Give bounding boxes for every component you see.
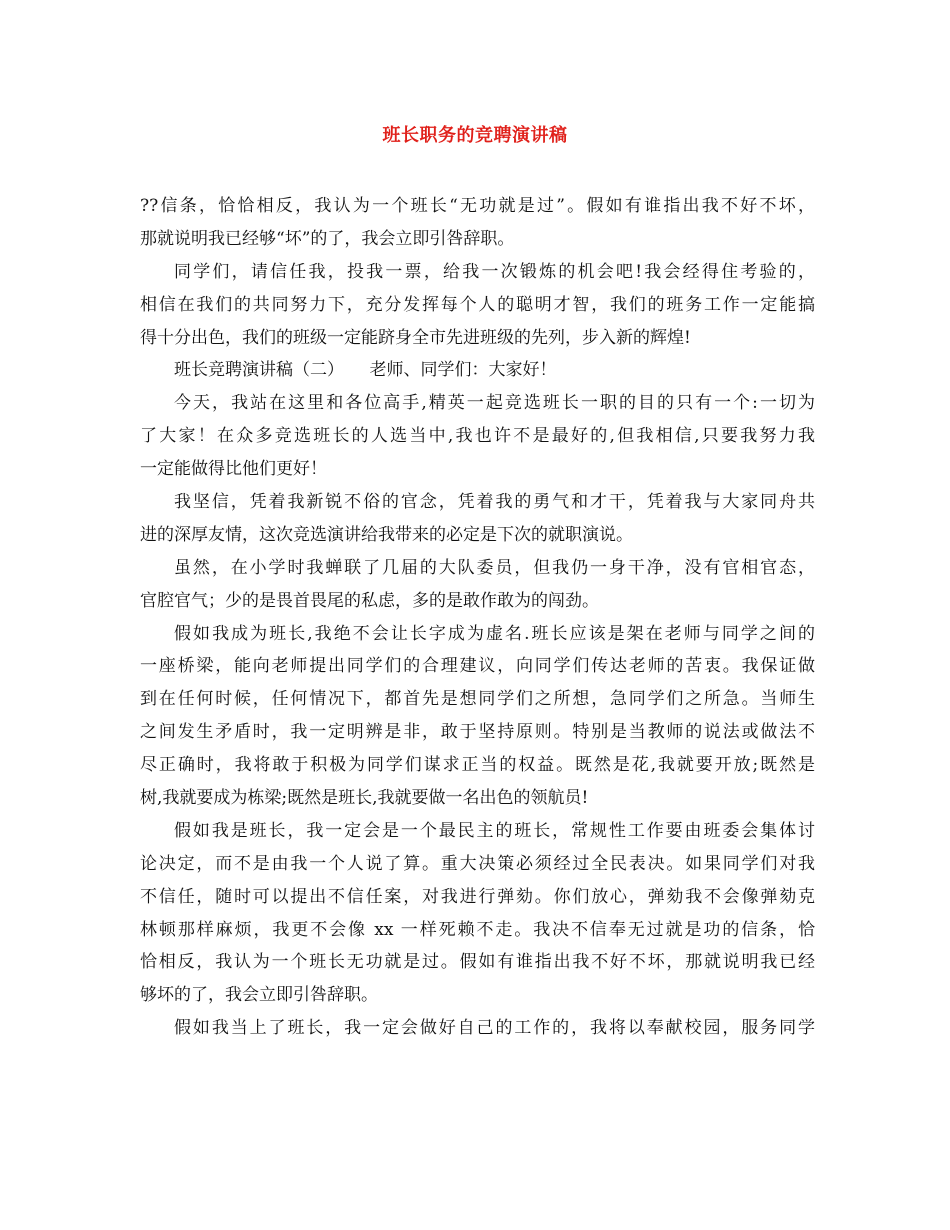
text-line: 假如我是班长，我一定会是一个最民主的班长，常规性工作要由班委会集体讨: [174, 820, 815, 841]
text-line: 树,我就要成为栋梁;既然是班长,我就要做一名出色的领航员!: [140, 788, 589, 809]
text-line: 一座桥梁，能向老师提出同学们的合理建议，向同学们传达老师的苦衷。我保证做: [140, 656, 815, 677]
text-line: ??信条，恰恰相反，我认为一个班长“无功就是过”。假如有谁指出我不好不坏，: [140, 196, 815, 216]
text-line: 假如我当上了班长，我一定会做好自己的工作的，我将以奉献校园，服务同学: [174, 1018, 815, 1039]
document-title: 班长职务的竞聘演讲稿: [382, 125, 568, 146]
text-line: 同学们，请信任我，投我一票，给我一次锻炼的机会吧!我会经得住考验的，: [174, 261, 815, 282]
text-line: 虽然，在小学时我蝉联了几届的大队委员，但我仍一身干净，没有官相官态，: [174, 557, 815, 578]
document-body: [140, 190, 815, 1045]
text-line: 班长竞聘演讲稿（二） 老师、同学们：大家好！: [174, 360, 557, 381]
text-line: 官腔官气；少的是畏首畏尾的私虑，多的是敢作敢为的闯劲。: [140, 590, 599, 611]
text-line: 那就说明我已经够“坏”的了，我会立即引咎辞职。: [140, 228, 515, 249]
text-line: 论决定，而不是由我一个人说了算。重大决策必须经过全民表决。如果同学们对我: [140, 853, 815, 874]
text-line: 够坏的了，我会立即引咎辞职。: [140, 985, 378, 1006]
text-line: 了大家！在众多竞选班长的人选当中,我也许不是最好的,但我相信,只要我努力我: [140, 426, 815, 447]
text-line: 相信在我们的共同努力下，充分发挥每个人的聪明才智，我们的班务工作一定能搞: [140, 294, 815, 315]
text-line: 尽正确时，我将敢于积极为同学们谋求正当的权益。既然是花,我就要开放;既然是: [140, 755, 815, 776]
text-line: 恰相反，我认为一个班长无功就是过。假如有谁指出我不好不坏，那就说明我已经: [140, 952, 815, 973]
text-line: 一定能做得比他们更好！: [140, 459, 327, 480]
text-line: 得十分出色，我们的班级一定能跻身全市先进班级的先列，步入新的辉煌!: [140, 327, 691, 348]
text-line: 到在任何时候，任何情况下，都首先是想同学们之所想，急同学们之所急。当师生: [140, 689, 815, 710]
text-line: 假如我成为班长,我绝不会让长字成为虚名.班长应该是架在老师与同学之间的: [174, 623, 815, 644]
text-line: 不信任，随时可以提出不信任案，对我进行弹劾。你们放心，弹劾我不会像弹劾克: [140, 886, 815, 907]
text-line: 我坚信，凭着我新锐不俗的官念，凭着我的勇气和才干，凭着我与大家同舟共: [174, 492, 815, 513]
text-line: 今天，我站在这里和各位高手,精英一起竞选班长一职的目的只有一个:一切为: [174, 393, 815, 414]
text-line: 林顿那样麻烦，我更不会像 xx 一样死赖不走。我决不信奉无过就是功的信条，恰: [140, 919, 815, 940]
text-line: 进的深厚友情，这次竞选演讲给我带来的必定是下次的就职演说。: [140, 524, 633, 545]
text-line: 之间发生矛盾时，我一定明辨是非，敢于坚持原则。特别是当教师的说法或做法不: [140, 722, 815, 743]
